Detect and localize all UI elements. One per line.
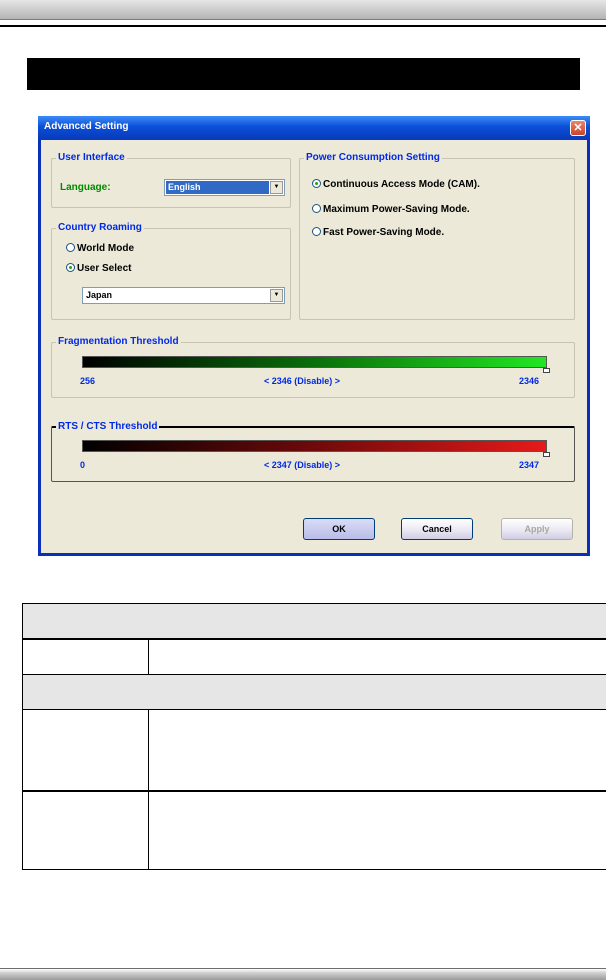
footer-bar xyxy=(0,968,606,980)
table-column-divider xyxy=(148,710,149,870)
fragmentation-max: 2346 xyxy=(519,376,540,386)
table-section-row xyxy=(23,675,606,709)
chevron-down-icon[interactable]: ▼ xyxy=(270,181,283,194)
country-roaming-group xyxy=(51,222,291,320)
table-header-row xyxy=(23,604,606,638)
dialog-title: Advanced Setting xyxy=(44,121,129,132)
rts-cts-slider[interactable] xyxy=(82,440,547,452)
language-label: Language: xyxy=(60,182,111,193)
header-bar xyxy=(0,0,606,20)
table-divider xyxy=(23,709,606,710)
radio-max-power-saving[interactable] xyxy=(312,204,470,215)
fragmentation-slider-thumb[interactable] xyxy=(543,368,550,373)
radio-icon xyxy=(312,227,321,236)
rts-cts-min: 0 xyxy=(80,460,86,470)
radio-world-mode[interactable] xyxy=(66,243,134,254)
country-roaming-legend: Country Roaming xyxy=(58,222,142,233)
fast-power-saving-label: Fast Power-Saving Mode. xyxy=(323,227,445,238)
fragmentation-current: < 2346 (Disable) > xyxy=(264,376,341,386)
table-divider xyxy=(23,790,606,792)
fragmentation-legend: Fragmentation Threshold xyxy=(58,336,179,347)
rts-cts-slider-thumb[interactable] xyxy=(543,452,550,457)
close-icon: ✕ xyxy=(573,122,583,134)
radio-cam[interactable] xyxy=(312,179,480,190)
advanced-setting-dialog xyxy=(38,116,590,556)
cam-label: Continuous Access Mode (CAM). xyxy=(323,179,480,190)
rts-cts-legend: RTS / CTS Threshold xyxy=(58,421,158,432)
close-button[interactable] xyxy=(570,120,586,136)
country-value: Japan xyxy=(86,290,113,300)
rts-cts-group xyxy=(51,421,575,482)
settings-table xyxy=(22,603,606,870)
radio-selected-icon xyxy=(66,263,75,272)
language-value: English xyxy=(166,181,269,194)
power-consumption-group xyxy=(299,152,575,320)
country-select[interactable] xyxy=(82,287,285,304)
table-divider xyxy=(23,638,606,640)
user-select-label: User Select xyxy=(77,263,132,274)
user-interface-group xyxy=(51,152,291,208)
radio-user-select[interactable] xyxy=(66,263,131,274)
user-interface-legend: User Interface xyxy=(58,152,125,163)
radio-fast-power-saving[interactable] xyxy=(312,227,444,238)
table-column-divider xyxy=(148,640,149,674)
radio-icon xyxy=(312,204,321,213)
rts-cts-current: < 2347 (Disable) > xyxy=(264,460,341,470)
section-banner xyxy=(27,58,580,90)
world-mode-label: World Mode xyxy=(77,243,135,254)
apply-button[interactable]: Apply xyxy=(501,518,573,540)
language-select[interactable] xyxy=(164,179,285,196)
fragmentation-min: 256 xyxy=(80,376,96,386)
dialog-titlebar[interactable] xyxy=(38,116,590,140)
max-power-saving-label: Maximum Power-Saving Mode. xyxy=(323,204,470,215)
radio-icon xyxy=(66,243,75,252)
radio-selected-icon xyxy=(312,179,321,188)
cancel-button[interactable]: Cancel xyxy=(401,518,473,540)
chevron-down-icon[interactable]: ▼ xyxy=(270,289,283,302)
header-rule xyxy=(0,25,606,27)
power-consumption-legend: Power Consumption Setting xyxy=(306,152,440,163)
fragmentation-slider[interactable] xyxy=(82,356,547,368)
fragmentation-group xyxy=(51,336,575,398)
ok-button[interactable]: OK xyxy=(303,518,375,540)
rts-cts-max: 2347 xyxy=(519,460,540,470)
